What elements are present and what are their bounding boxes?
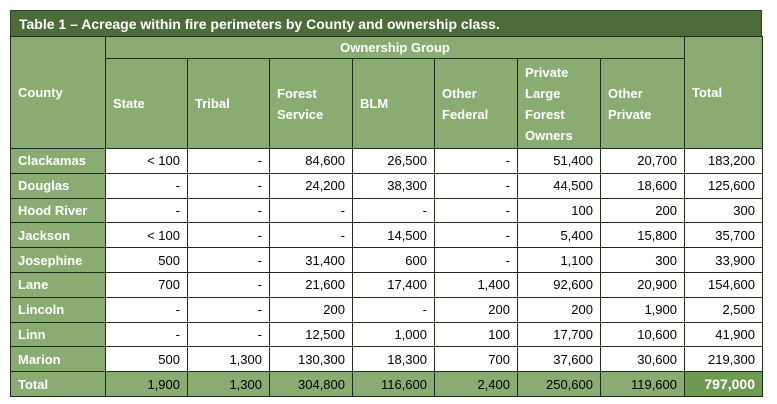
value-cell: 15,800: [601, 223, 685, 248]
ownership-group-header: Ownership Group: [106, 37, 685, 59]
county-cell: Douglas: [11, 173, 106, 198]
value-cell: 200: [270, 297, 353, 322]
total-header: Total: [685, 37, 763, 149]
value-cell: 92,600: [518, 272, 601, 297]
value-cell: 600: [353, 248, 435, 273]
county-cell: Lane: [11, 272, 106, 297]
column-total-cell: 1,300: [188, 372, 270, 397]
value-cell: -: [188, 297, 270, 322]
value-cell: 20,900: [601, 272, 685, 297]
value-cell: -: [106, 297, 188, 322]
value-cell: 26,500: [353, 149, 435, 174]
county-cell: Linn: [11, 322, 106, 347]
totals-row: [11, 372, 763, 397]
value-cell: -: [188, 322, 270, 347]
totals-label: Total: [11, 372, 106, 397]
county-header: County: [11, 37, 106, 149]
value-cell: 37,600: [518, 347, 601, 372]
column-header-private-large-forest-owners: Private Large Forest Owners: [518, 59, 601, 149]
value-cell: 500: [106, 347, 188, 372]
table-row: [11, 272, 763, 297]
county-cell: Hood River: [11, 198, 106, 223]
column-header-state: State: [106, 59, 188, 149]
table-row: [11, 347, 763, 372]
table-title: Table 1 – Acreage within fire perimeters by County and ownership class.: [10, 10, 762, 36]
value-cell: 12,500: [270, 322, 353, 347]
value-cell: 30,600: [601, 347, 685, 372]
value-cell: 14,500: [353, 223, 435, 248]
column-header-other-private: Other Private: [601, 59, 685, 149]
table-row: [11, 223, 763, 248]
value-cell: -: [188, 248, 270, 273]
value-cell: -: [435, 173, 518, 198]
county-cell: Jackson: [11, 223, 106, 248]
value-cell: 21,600: [270, 272, 353, 297]
value-cell: 17,400: [353, 272, 435, 297]
grand-total-cell: 797,000: [685, 372, 763, 397]
value-cell: 51,400: [518, 149, 601, 174]
table-row: [11, 248, 763, 273]
value-cell: -: [353, 297, 435, 322]
value-cell: -: [435, 248, 518, 273]
value-cell: 31,400: [270, 248, 353, 273]
value-cell: 1,900: [601, 297, 685, 322]
county-cell: Marion: [11, 347, 106, 372]
value-cell: 100: [518, 198, 601, 223]
column-total-cell: 116,600: [353, 372, 435, 397]
value-cell: 20,700: [601, 149, 685, 174]
row-total-cell: 41,900: [685, 322, 763, 347]
row-total-cell: 2,500: [685, 297, 763, 322]
value-cell: -: [188, 149, 270, 174]
county-cell: Clackamas: [11, 149, 106, 174]
row-total-cell: 219,300: [685, 347, 763, 372]
table-row: [11, 173, 763, 198]
row-total-cell: 125,600: [685, 173, 763, 198]
value-cell: -: [270, 198, 353, 223]
value-cell: 17,700: [518, 322, 601, 347]
table-row: [11, 198, 763, 223]
table-row: [11, 322, 763, 347]
table-row: [11, 149, 763, 174]
county-cell: Lincoln: [11, 297, 106, 322]
row-total-cell: 300: [685, 198, 763, 223]
column-header-forest-service: Forest Service: [270, 59, 353, 149]
table-body: [11, 149, 763, 397]
table-row: [11, 297, 763, 322]
value-cell: -: [106, 173, 188, 198]
value-cell: 100: [435, 322, 518, 347]
value-cell: 84,600: [270, 149, 353, 174]
value-cell: 24,200: [270, 173, 353, 198]
value-cell: 200: [435, 297, 518, 322]
column-total-cell: 2,400: [435, 372, 518, 397]
value-cell: 130,300: [270, 347, 353, 372]
acreage-table-figure: [10, 10, 762, 397]
value-cell: 200: [601, 198, 685, 223]
value-cell: 18,300: [353, 347, 435, 372]
value-cell: -: [106, 322, 188, 347]
value-cell: -: [270, 223, 353, 248]
value-cell: -: [106, 198, 188, 223]
value-cell: -: [435, 198, 518, 223]
acreage-table: [10, 36, 763, 397]
value-cell: 44,500: [518, 173, 601, 198]
value-cell: 38,300: [353, 173, 435, 198]
value-cell: 500: [106, 248, 188, 273]
column-total-cell: 304,800: [270, 372, 353, 397]
value-cell: 1,000: [353, 322, 435, 347]
value-cell: 700: [435, 347, 518, 372]
value-cell: -: [435, 149, 518, 174]
row-total-cell: 154,600: [685, 272, 763, 297]
value-cell: 10,600: [601, 322, 685, 347]
value-cell: -: [188, 223, 270, 248]
row-total-cell: 33,900: [685, 248, 763, 273]
value-cell: 1,400: [435, 272, 518, 297]
county-cell: Josephine: [11, 248, 106, 273]
row-total-cell: 183,200: [685, 149, 763, 174]
column-total-cell: 1,900: [106, 372, 188, 397]
row-total-cell: 35,700: [685, 223, 763, 248]
value-cell: < 100: [106, 223, 188, 248]
column-header-blm: BLM: [353, 59, 435, 149]
value-cell: 200: [518, 297, 601, 322]
value-cell: 1,300: [188, 347, 270, 372]
value-cell: 1,100: [518, 248, 601, 273]
value-cell: -: [188, 173, 270, 198]
value-cell: 700: [106, 272, 188, 297]
value-cell: < 100: [106, 149, 188, 174]
value-cell: -: [353, 198, 435, 223]
value-cell: 18,600: [601, 173, 685, 198]
column-header-tribal: Tribal: [188, 59, 270, 149]
value-cell: -: [188, 272, 270, 297]
value-cell: -: [188, 198, 270, 223]
value-cell: 5,400: [518, 223, 601, 248]
value-cell: 300: [601, 248, 685, 273]
value-cell: -: [435, 223, 518, 248]
column-total-cell: 250,600: [518, 372, 601, 397]
column-total-cell: 119,600: [601, 372, 685, 397]
column-header-other-federal: Other Federal: [435, 59, 518, 149]
